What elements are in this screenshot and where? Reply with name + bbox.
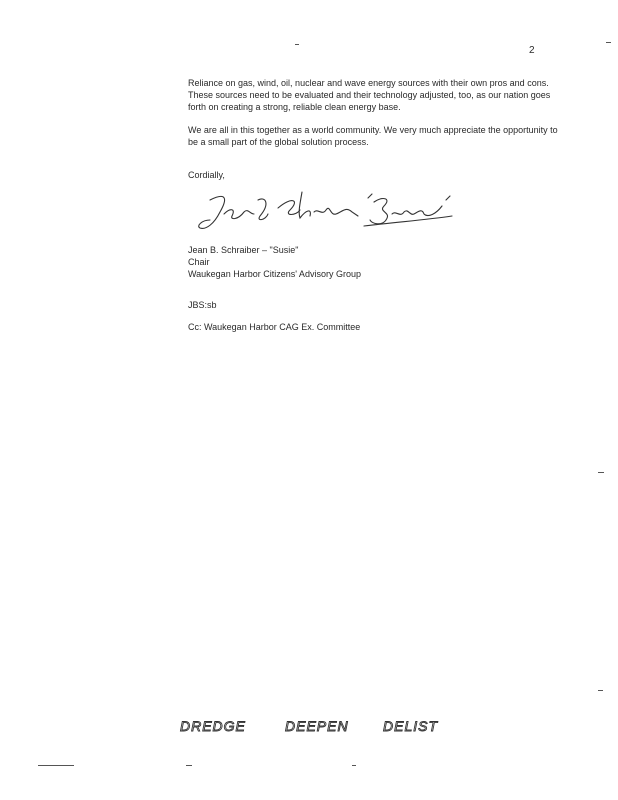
scan-speck: [598, 472, 604, 473]
scan-speck: [186, 765, 192, 766]
page-number: 2: [529, 45, 535, 56]
body-paragraph-1: Reliance on gas, wind, oil, nuclear and wave energy sources with their own pros and cons. These sources need to be evaluated and their technology adjusted, too, as our nation goes forth on creating a strong, reliable clean energy base.: [188, 78, 551, 112]
scan-speck: [352, 765, 356, 766]
closing: Cordially,: [188, 170, 225, 180]
typist-initials: JBS:sb: [188, 300, 217, 310]
stamp-deepen: DEEPEN: [285, 718, 349, 734]
scan-speck: [295, 44, 299, 45]
cc-line: Cc: Waukegan Harbor CAG Ex. Committee: [188, 322, 361, 332]
scan-speck: [598, 690, 603, 691]
scan-speck: [606, 42, 611, 43]
signature-block: [188, 244, 361, 280]
signer-title: Chair: [188, 257, 210, 267]
body-paragraph-2: We are all in this together as a world community. We very much appreciate the opportunity to be a small part of the global solution process.: [188, 125, 558, 147]
signer-organization: Waukegan Harbor Citizens' Advisory Group: [188, 269, 361, 279]
stamp-dredge: DREDGE: [180, 718, 246, 734]
signer-name: Jean B. Schraiber – "Susie": [188, 245, 299, 255]
scan-speck: [38, 765, 74, 766]
stamp-delist: DELIST: [383, 718, 439, 734]
handwritten-signature: [196, 186, 466, 242]
